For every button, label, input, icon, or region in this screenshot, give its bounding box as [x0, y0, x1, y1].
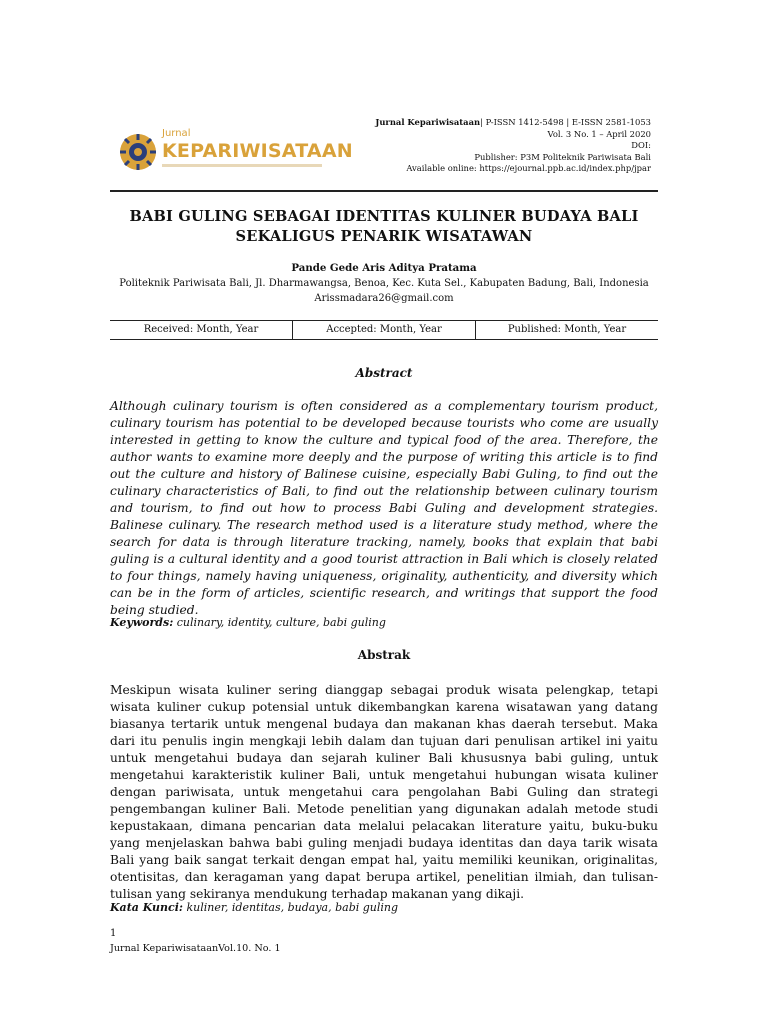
dates-table — [110, 320, 658, 340]
paper-title-line-2: SEKALIGUS PENARIK WISATAWAN — [235, 228, 533, 245]
journal-logo — [118, 128, 353, 174]
keywords-label: Keywords: — [110, 616, 174, 629]
header-divider — [110, 190, 658, 192]
keywords-value: culinary, identity, culture, babi guling — [173, 616, 386, 629]
author-email[interactable]: Arissmadara26@gmail.com — [314, 292, 454, 304]
abstract-text: Although culinary tourism is often considered as a complementary tourism product, culinary tourism has potential to be developed because tourists who come are usually interested in getting to know the culture and typical food of the area. Therefore, the author wants to examine more deeply and the purpose of writing this article is to find out the culture and history of Balinese cuisine, especially Babi Guling, to find out the culinary characteristics of Bali, to find out the relationship between culinary tourism and tourism, to find out how to process Babi Guling and development strategies. Balinese culinary. The research method used is a literature study method, where the search for data is through literature tracking, namely, books that explain that babi guling is a cultural identity and a good tourist attraction in Bali which is closely related to four things, namely having uniqueness, originality, authenticity, and diversity which can be in the form of articles, scientific research, and writings that support the food being studied. — [110, 399, 658, 617]
abstract-heading: Abstract — [355, 366, 413, 380]
journal-volume: Vol. 3 No. 1 – April 2020 — [547, 128, 651, 139]
journal-line — [375, 117, 651, 129]
journal-doi: DOI: — [631, 140, 651, 150]
journal-available-online: Available online: https://ejournal.ppb.ac.id/index.php/jpar — [406, 163, 651, 173]
journal-name: Jurnal Kepariwisataan — [375, 117, 481, 127]
kata-kunci-label: Kata Kunci: — [110, 901, 183, 914]
keywords-line — [110, 616, 658, 629]
published-date: Published: Month, Year — [475, 321, 658, 339]
received-date: Received: Month, Year — [143, 324, 259, 335]
journal-emblem-icon — [118, 132, 158, 172]
footer-journal: Jurnal KepariwisataanVol.10. No. 1 — [110, 943, 281, 954]
kata-kunci-value: kuliner, identitas, budaya, babi guling — [182, 901, 399, 914]
abstrak-heading: Abstrak — [357, 648, 411, 662]
logo-tagline-bar — [162, 164, 322, 167]
kata-kunci-line — [110, 901, 658, 914]
author-affiliation-block — [110, 277, 658, 306]
journal-metadata — [375, 117, 651, 175]
author-name: Pande Gede Aris Aditya Pratama — [291, 262, 477, 274]
abstrak-text: Meskipun wisata kuliner sering dianggap sebagai produk wisata pelengkap, tetapi wisata kuliner cukup potensial untuk dikembangkan karena wisatawan yang datang biasanya tertarik untuk mengenal budaya dan makanan khas daerah tersebut. Maka dari itu penulis ingin mengkaji lebih dalam dan tujuan dari penulisan artikel ini yaitu untuk mengetahui budaya dan sejarah kuliner Bali khususnya babi guling, untuk mengetahui karakteristik kuliner Bali, untuk mengetahui hubungan wisata kuliner dengan pariwisata, untuk mengetahui cara pengolahan Babi Guling dan strategi pengembangan kuliner Bali. Metode penelitian yang digunakan adalah metode studi kepustakaan, dimana pencarian data melalui pelacakan literature yaitu, buku-buku yang menjelaskan bahwa babi guling menjadi budaya identitas dan daya tarik wisata Bali yang baik sangat terkait dengan empat hal, yaitu memiliki keunikan, originalitas, otentisitas, dan keragaman yang dapat berupa artikel, penelitian ilmiah, dan tulisan-tulisan yang sekiranya mendukung terhadap makanan yang dikaji. — [110, 683, 658, 901]
journal-publisher: Publisher: P3M Politeknik Pariwisata Bali — [474, 151, 651, 162]
journal-issn: | P-ISSN 1412-5498 | E-ISSN 2581-1053 — [480, 117, 651, 127]
author-affiliation: Politeknik Pariwisata Bali, Jl. Dharmawangsa, Benoa, Kec. Kuta Sel., Kabupaten Badung, Bali, Indonesia — [119, 278, 649, 289]
accepted-date: Accepted: Month, Year — [292, 321, 475, 339]
page-number: 1 — [110, 928, 117, 939]
logo-small-text: Jurnal — [162, 128, 191, 139]
logo-name: KEPARIWISATAAN — [162, 140, 353, 162]
paper-title — [110, 207, 658, 247]
paper-title-line-1: BABI GULING SEBAGAI IDENTITAS KULINER BUDAYA BALI — [129, 208, 639, 225]
